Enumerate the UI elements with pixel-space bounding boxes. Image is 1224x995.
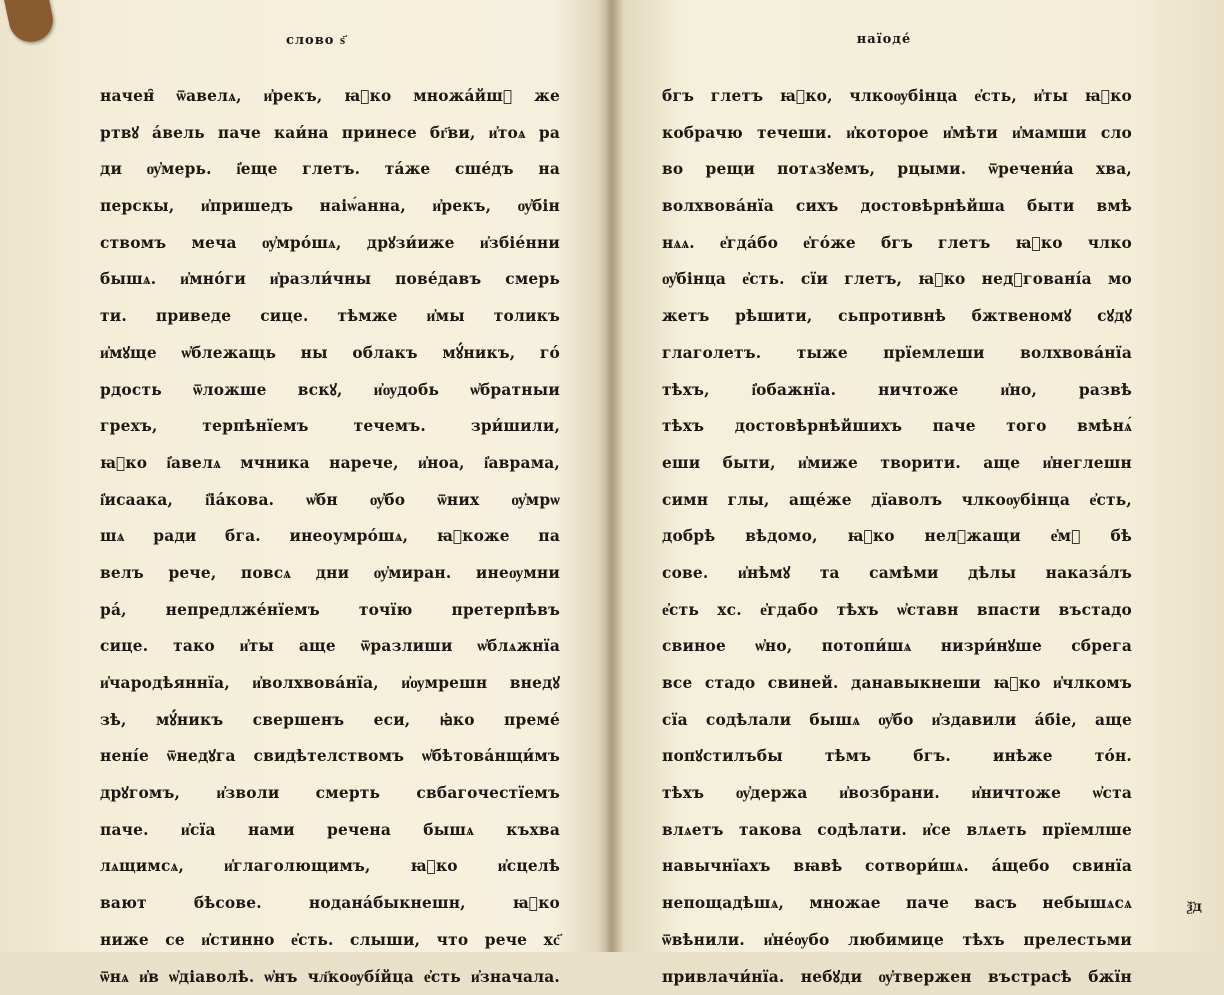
text-line: дрꙋгомъ, и҆зволи смерть свбагочестїемъ <box>100 775 560 812</box>
text-line: сове. и҆нѣмꙋ та самѣми дѣлы наказа́лъ <box>662 555 1132 592</box>
text-line: навычнїахъ вꙗвѣ сотвори́шѧ. а́щебо свинїа <box>662 848 1132 885</box>
folio-number: ѯ҃д <box>1187 899 1202 916</box>
text-line: ꙗ҆ко і҆авелѧ мчника нарече, и҆ноа, і҆аврама, <box>100 445 560 482</box>
text-line: волхвова́нїа сихъ достовѣрнѣйша быти вмѣ <box>662 188 1132 225</box>
text-line: добрѣ вѣдомо, ꙗ҆ко нелꙋжащи е҆мꙋ бѣ <box>662 518 1132 555</box>
right-text-block <box>662 78 1132 995</box>
text-line: симн глы, аще́же дїаволъ члкоѹбінца е҆сть, <box>662 482 1132 519</box>
left-page <box>0 0 612 952</box>
text-line: начен̑ ѿавелѧ, и҆рекъ, ꙗ҆ко множа́йшꙋ же <box>100 78 560 115</box>
text-line: ртвꙋ а́вель паче каи́на принесе бг҃ви, и҆тоѧ ра <box>100 115 560 152</box>
text-line: ра́, непредлже́нїемъ точїю претерпѣвъ <box>100 592 560 629</box>
text-line: паче. и҆сїа нами речена бышѧ къхва <box>100 812 560 849</box>
text-line: тѣхъ достовѣрнѣйшихъ паче того вмѣнѧ́ <box>662 408 1132 445</box>
text-line: влѧетъ такова содѣлати. и҆се влѧеть прїемлше <box>662 812 1132 849</box>
text-line: и҆мꙋще ѡ҆блежащь ны облакъ мꙋ́никъ, го́ <box>100 335 560 372</box>
text-line: ди ѹ҆мерь. і҆еще глетъ. та́же сше́дъ на <box>100 151 560 188</box>
text-line: ѿнѧ и҆в ѡ҆діаволѣ. ѡ҆нъ чл҃коѹбі́йца е҆сть и҆значала. <box>100 959 560 995</box>
text-line: тѣхъ, і҆обажнїа. ничтоже и҆но, развѣ <box>662 372 1132 409</box>
text-line: и҆чародѣяннїа, и҆волхвова́нїа, и҆ѹмрешн внедꙋ <box>100 665 560 702</box>
text-line: і҆исаака, і҆іа́кова. ѡ҆бн ѹ҆бо ѿних ѹ҆мрѡ <box>100 482 560 519</box>
right-running-head: наїоде́ <box>844 32 924 47</box>
text-line: сице. тако и҆ты аще ѿразлиши ѡ҆блѧжнїа <box>100 628 560 665</box>
right-page <box>612 0 1224 952</box>
text-line: все стадо свиней. данавыкнеши ꙗ҆ко и҆члкомъ <box>662 665 1132 702</box>
text-line: зѣ, мꙋ́никъ свершенъ еси, ꙗ҆ко преме́ <box>100 702 560 739</box>
text-line: нѧѧ. е҆гда́бо е҆го́же бгъ глетъ ꙗ҆ко члко <box>662 225 1132 262</box>
text-line: ѿвѣнили. и҆не́ѹбо любимице тѣхъ прелестьми <box>662 922 1132 959</box>
left-running-head: слово ѕ҃ <box>276 32 356 48</box>
text-line: грехъ, терпѣнїемъ течемъ. зри́шили, <box>100 408 560 445</box>
text-line: ѹ҆бінца е҆сть. сїи глетъ, ꙗ҆ко недꙋговані́а мо <box>662 261 1132 298</box>
text-line: ствомъ меча ѹ҆мро́шѧ, дрꙋзи́иже и҆збіе́нни <box>100 225 560 262</box>
text-line: велъ рече, повсѧ дни ѹ҆миран. инеѹмни <box>100 555 560 592</box>
text-line: бгъ глетъ ꙗ҆ко, члкоѹбінца е҆сть, и҆ты ꙗ҆ко <box>662 78 1132 115</box>
bookmark-tab <box>3 0 57 46</box>
text-line: перскы, и҆пришедъ наіѡ́анна, и҆рекъ, ѹ҆бін <box>100 188 560 225</box>
text-line: сїа содѣлали бышѧ ѹ҆бо и҆здавили а́біе, аще <box>662 702 1132 739</box>
text-line: непощадѣшѧ, множае паче васъ небышѧсѧ <box>662 885 1132 922</box>
left-text-block <box>100 78 560 995</box>
text-line: е҆сть хс. е҆гдабо тѣхъ ѡ҆ставн впасти въстадо <box>662 592 1132 629</box>
text-line: еши быти, и҆миже творити. аще и҆неглешн <box>662 445 1132 482</box>
text-line: тѣхъ ѹ҆держа и҆возбрани. и҆ничтоже ѡ҆ста <box>662 775 1132 812</box>
text-line: нені́е ѿнедꙋга свидѣтелствомъ ѡ҆бѣтова́нщи́мъ <box>100 738 560 775</box>
text-line: вают бѣсове. нодана́быкнешн, ꙗ҆ко <box>100 885 560 922</box>
text-line: ниже се и҆стинно е҆сть. слыши, что рече хс҃ <box>100 922 560 959</box>
text-line: кобрачю течеши. и҆которое и҆мѣти и҆мамши сло <box>662 115 1132 152</box>
text-line: рдость ѿложше вскꙋ, и҆ѹдобь ѡ҆братныи <box>100 372 560 409</box>
text-line: во рещи потѧзꙋемъ, рцыми. ѿречени́а хва, <box>662 151 1132 188</box>
text-line: глаголетъ. тыже прїемлеши волхвова́нїа <box>662 335 1132 372</box>
text-line: шѧ ради бга. инеоумро́шѧ, ꙗ҆коже па <box>100 518 560 555</box>
text-line: лѧщимсѧ, и҆глаголющимъ, ꙗ҆ко и҆сцелѣ <box>100 848 560 885</box>
text-line: жетъ рѣшити, сьпротивнѣ бжтвеномꙋ сꙋдꙋ <box>662 298 1132 335</box>
text-line: бышѧ. и҆мно́ги и҆разли́чны пове́давъ смерь <box>100 261 560 298</box>
text-line: свиное ѡ҆но, потопи́шѧ низри́нꙋше сбрега <box>662 628 1132 665</box>
text-line: ти. приведе сице. тѣмже и҆мы толикъ <box>100 298 560 335</box>
text-line: привлачи́нїа. небꙋди ѹ҆твержен въстрасѣ бжїн <box>662 959 1132 995</box>
text-line: попꙋстилъбы тѣмъ бгъ. инѣже то́н. <box>662 738 1132 775</box>
